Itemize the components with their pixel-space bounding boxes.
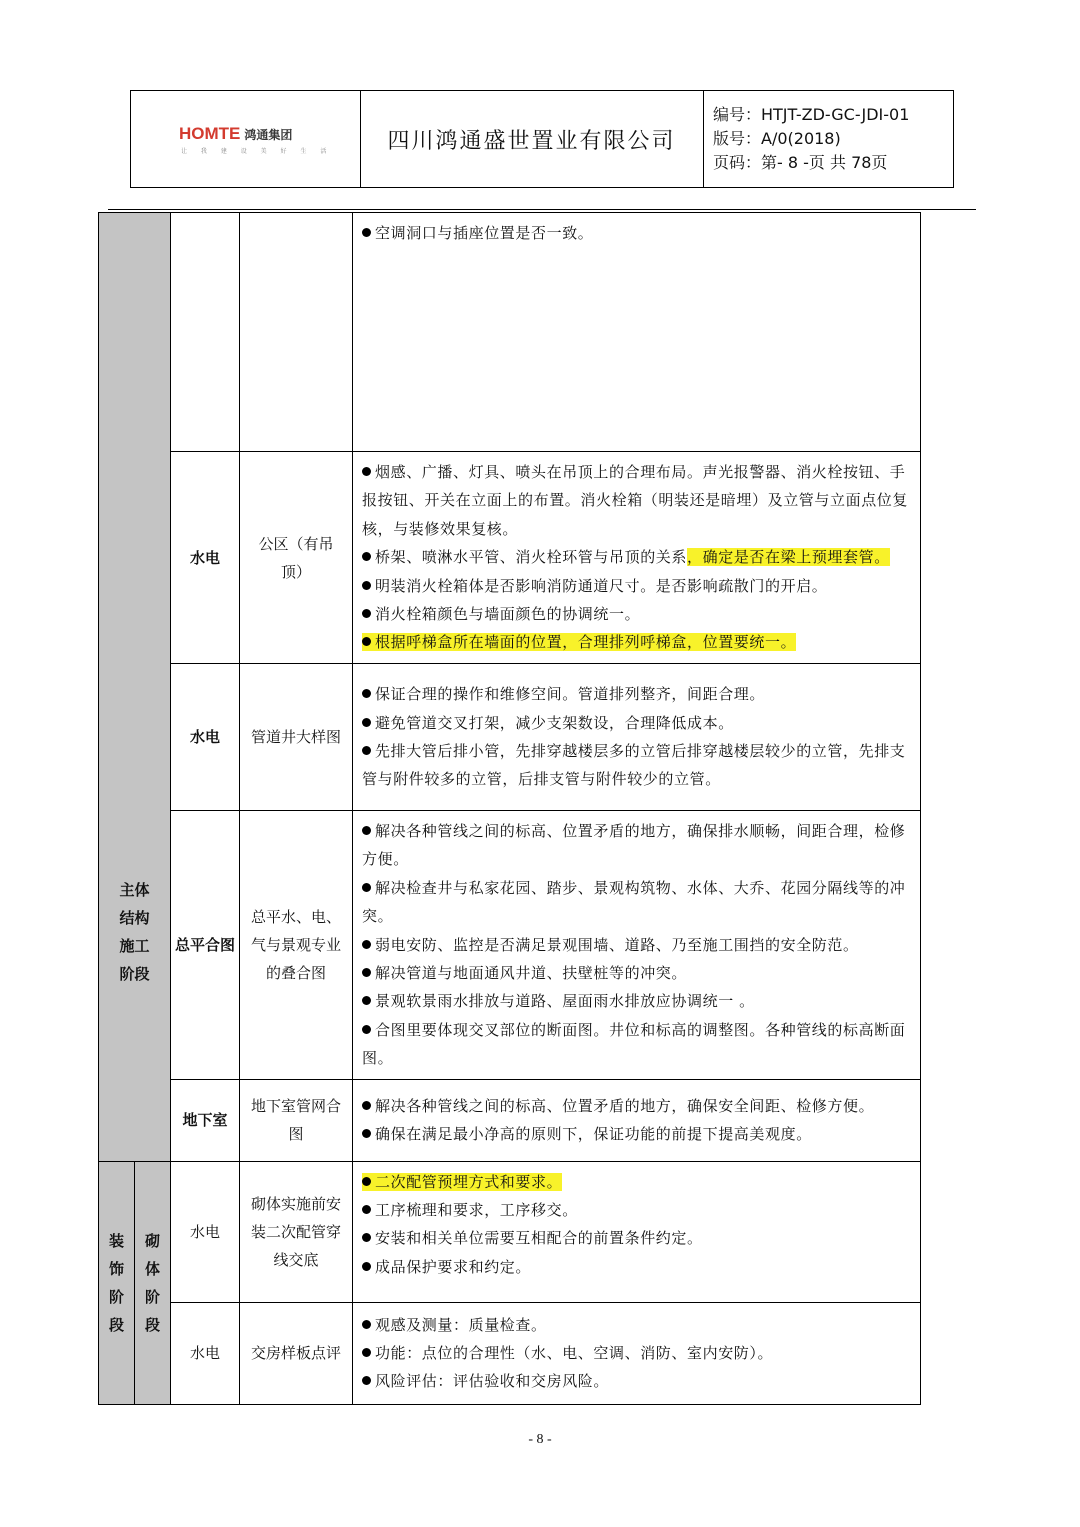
highlighted-text: ，确定是否在梁上预埋套管。 bbox=[687, 548, 890, 567]
line-text: 功能：点位的合理性（水、电、空调、消防、室内安防）。 bbox=[375, 1343, 774, 1362]
line-text: 观感及测量：质量检查。 bbox=[375, 1315, 547, 1334]
page-number: - 8 - bbox=[528, 1432, 552, 1447]
category-cell: 水电 bbox=[171, 1161, 240, 1302]
content-line bbox=[362, 1016, 912, 1073]
document-page-info: 页码：第- 8 -页 共 78页 bbox=[713, 153, 888, 172]
document-header bbox=[130, 90, 954, 188]
bullet-icon bbox=[362, 1177, 371, 1186]
line-text: 解决检查井与私家花园、踏步、景观构筑物、水体、大乔、花园分隔线等的冲突。 bbox=[362, 878, 906, 926]
content-line bbox=[362, 1168, 912, 1196]
bullet-icon bbox=[362, 1101, 371, 1110]
bullet-icon bbox=[362, 746, 371, 755]
item-cell: 地下室管网合图 bbox=[240, 1079, 353, 1161]
line-text: 安装和相关单位需要互相配合的前置条件约定。 bbox=[375, 1229, 703, 1248]
content-line bbox=[362, 680, 912, 708]
logo-chinese-name: 鸿通集团 bbox=[244, 128, 293, 142]
document-version: 版号：A/0(2018) bbox=[713, 129, 841, 148]
line-text: 避免管道交叉打架，减少支架数设，合理降低成本。 bbox=[375, 713, 734, 732]
bullet-icon bbox=[362, 996, 371, 1005]
bullet-icon bbox=[362, 826, 371, 835]
line-text: 成品保护要求和约定。 bbox=[375, 1257, 532, 1276]
content-line bbox=[362, 1311, 912, 1339]
content-cell bbox=[353, 1079, 921, 1161]
bullet-icon bbox=[362, 228, 371, 237]
line-text: 确保在满足最小净高的原则下，保证功能的前提下提高美观度。 bbox=[375, 1125, 812, 1144]
content-line bbox=[362, 572, 912, 600]
category-cell: 水电 bbox=[171, 1302, 240, 1404]
line-text: 保证合理的操作和维修空间。管道排列整齐，间距合理。 bbox=[375, 685, 766, 704]
item-cell: 公区（有吊顶） bbox=[240, 452, 353, 664]
stage-deco-cell bbox=[99, 1161, 135, 1404]
content-line bbox=[362, 1224, 912, 1252]
line-text: 解决管道与地面通风井道、扶壁桩等的冲突。 bbox=[375, 964, 688, 983]
line-text: 工序梳理和要求，工序移交。 bbox=[375, 1201, 578, 1220]
content-line bbox=[362, 219, 912, 247]
bullet-icon bbox=[362, 718, 371, 727]
content-line bbox=[362, 737, 912, 794]
line-text: 解决各种管线之间的标高、位置矛盾的地方，确保排水顺畅，间距合理，检修方便。 bbox=[362, 822, 906, 869]
bullet-icon bbox=[362, 1262, 371, 1271]
highlighted-text: 二次配管预埋方式和要求。 bbox=[375, 1172, 563, 1191]
content-line bbox=[362, 1120, 912, 1148]
content-line bbox=[362, 1092, 912, 1120]
company-logo-cell bbox=[131, 91, 361, 187]
line-text: 烟感、广播、灯具、喷头在吊顶上的合理布局。声光报警器、消火栓按钮、手报按钮、开关在立面上的布置。消火栓箱（明装还是暗埋）及立管与立面点位复核，与装修效果复核。 bbox=[362, 463, 909, 538]
content-line bbox=[362, 874, 912, 931]
document-meta bbox=[713, 103, 953, 175]
item-cell bbox=[240, 213, 353, 452]
content-line bbox=[362, 628, 912, 656]
bullet-icon bbox=[362, 1025, 371, 1034]
content-line bbox=[362, 959, 912, 987]
company-name: 四川鸿通盛世置业有限公司 bbox=[360, 91, 704, 187]
stage-masonry-label: 砌体阶段 bbox=[145, 1231, 161, 1334]
company-logo bbox=[179, 124, 332, 155]
category-cell: 水电 bbox=[171, 664, 240, 811]
content-cell bbox=[353, 664, 921, 811]
line-text: 合图里要体现交叉部位的断面图。井位和标高的调整图。各种管线的标高断面图。 bbox=[362, 1020, 906, 1068]
bullet-icon bbox=[362, 1376, 371, 1385]
line-text: 先排大管后排小管，先排穿越楼层多的立管后排穿越楼层较少的立管，先排支管与附件较多的立管，后排支管与附件较少的立管。 bbox=[362, 742, 906, 789]
item-cell: 砌体实施前安装二次配管穿线交底 bbox=[240, 1161, 353, 1302]
item-cell: 总平水、电、气与景观专业的叠合图 bbox=[240, 811, 353, 1080]
content-cell bbox=[353, 811, 921, 1080]
category-cell bbox=[171, 213, 240, 452]
bullet-icon bbox=[362, 609, 371, 618]
document-code: 编号：HTJT-ZD-GC-JDⅠ-01 bbox=[713, 105, 910, 124]
category-cell: 水电 bbox=[171, 452, 240, 664]
highlighted-text: 根据呼梯盒所在墙面的位置，合理排列呼梯盒，位置要统一。 bbox=[375, 633, 797, 652]
content-line bbox=[362, 543, 912, 571]
bullet-icon bbox=[362, 1348, 371, 1357]
content-line bbox=[362, 931, 912, 959]
content-line bbox=[362, 458, 912, 543]
bullet-icon bbox=[362, 883, 371, 892]
content-cell bbox=[353, 1302, 921, 1404]
item-cell: 管道井大样图 bbox=[240, 664, 353, 811]
header-divider bbox=[108, 209, 976, 210]
stage-deco-label: 装饰阶段 bbox=[109, 1231, 125, 1334]
content-line bbox=[362, 987, 912, 1015]
item-cell: 交房样板点评 bbox=[240, 1302, 353, 1404]
content-line bbox=[362, 1253, 912, 1281]
content-cell bbox=[353, 1161, 921, 1302]
line-text: 明装消火栓箱体是否影响消防通道尺寸。是否影响疏散门的开启。 bbox=[375, 576, 828, 595]
line-text: 消火栓箱颜色与墙面颜色的协调统一。 bbox=[375, 605, 641, 624]
content-line bbox=[362, 1196, 912, 1224]
line-text: 解决各种管线之间的标高、位置矛盾的地方，确保安全间距、检修方便。 bbox=[375, 1096, 875, 1115]
bullet-icon bbox=[362, 637, 371, 646]
line-text: 弱电安防、监控是否满足景观围墙、道路、乃至施工围挡的安全防范。 bbox=[375, 935, 859, 954]
stage-main-cell bbox=[99, 213, 171, 1162]
bullet-icon bbox=[362, 940, 371, 949]
line-text: 景观软景雨水排放与道路、屋面雨水排放应协调统一 。 bbox=[375, 992, 755, 1011]
content-line bbox=[362, 600, 912, 628]
line-text: 风险评估：评估验收和交房风险。 bbox=[375, 1372, 610, 1391]
content-line bbox=[362, 709, 912, 737]
bullet-icon bbox=[362, 689, 371, 698]
line-text: 空调洞口与插座位置是否一致。 bbox=[375, 224, 594, 242]
bullet-icon bbox=[362, 1205, 371, 1214]
bullet-icon bbox=[362, 1233, 371, 1242]
content-cell bbox=[353, 213, 921, 452]
category-cell: 地下室 bbox=[171, 1079, 240, 1161]
bullet-icon bbox=[362, 1129, 371, 1138]
line-text: 桥架、喷淋水平管、消火栓环管与吊顶的关系 bbox=[375, 548, 688, 567]
logo-slogan: 让 我 建 设 美 好 生 活 bbox=[181, 148, 333, 155]
bullet-icon bbox=[362, 467, 371, 476]
content-line bbox=[362, 817, 912, 874]
bullet-icon bbox=[362, 552, 371, 561]
category-cell: 总平合图 bbox=[171, 811, 240, 1080]
bullet-icon bbox=[362, 581, 371, 590]
inspection-table bbox=[98, 212, 921, 1405]
content-line bbox=[362, 1339, 912, 1367]
logo-wordmark: HOMTE bbox=[179, 124, 241, 143]
content-line bbox=[362, 1367, 912, 1395]
content-cell bbox=[353, 452, 921, 664]
stage-main-label: 主体结构施工阶段 bbox=[119, 880, 150, 983]
bullet-icon bbox=[362, 968, 371, 977]
bullet-icon bbox=[362, 1320, 371, 1329]
stage-masonry-cell bbox=[135, 1161, 171, 1404]
